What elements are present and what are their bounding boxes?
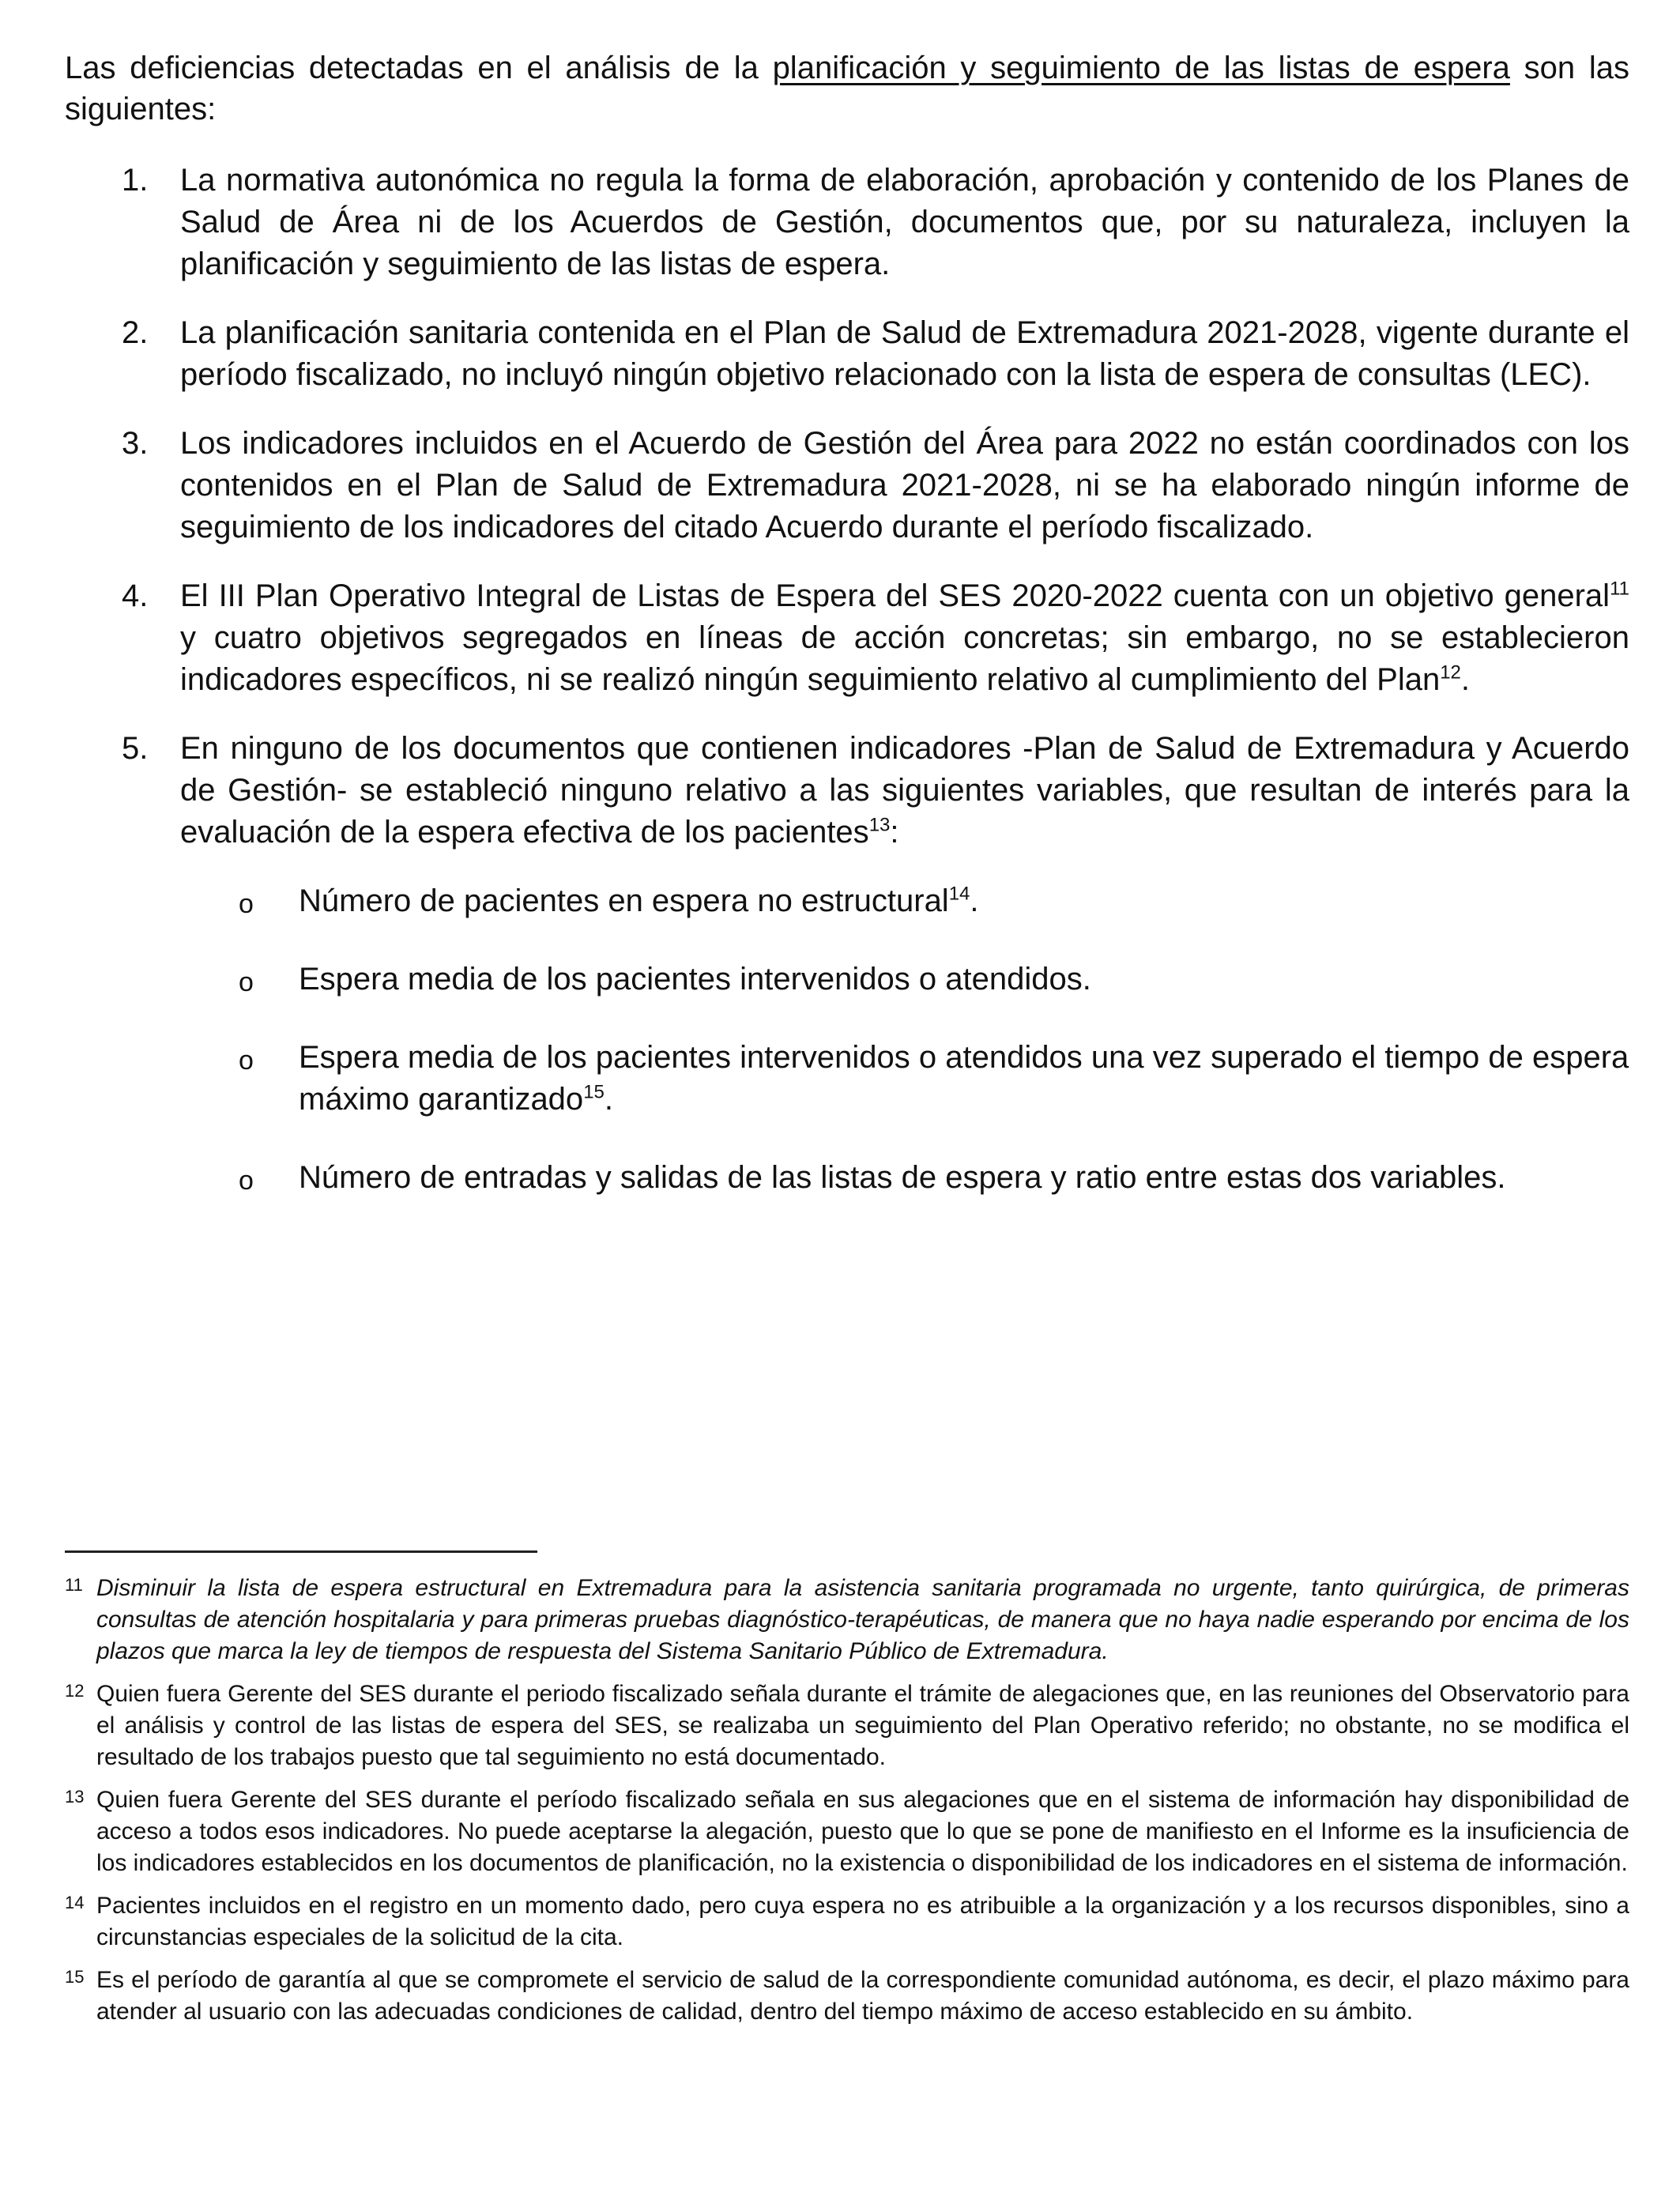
intro-text: Las deficiencias detectadas en el análisis de la bbox=[65, 51, 773, 85]
footnote-ref[interactable]: 13 bbox=[868, 814, 891, 836]
footnote-mark: 13 bbox=[65, 1787, 85, 1807]
item-number: 2. bbox=[122, 315, 149, 350]
footnote-text: Quien fuera Gerente del SES durante el periodo fiscalizado señala durante el trámite de alegaciones que, en las reuniones del Observatorio para el análisis y control de las listas de espera del SES, se realizaba un seguimiento del Plan Operativo referido; no obstante, no se modifica el resultado de los trabajos puesto que tal seguimiento no está documentado. bbox=[96, 1681, 1629, 1770]
intro-paragraph bbox=[65, 47, 1629, 130]
item-text-part: . bbox=[1460, 662, 1471, 697]
item-text-part: : bbox=[890, 815, 899, 850]
footnote-mark: 14 bbox=[65, 1893, 85, 1912]
item-text: La normativa autonómica no regula la forma de elaboración, aprobación y contenido de los Planes de Salud de Área ni de los Acuerdos de Gestión, documentos que, por su naturaleza, incluyen la planificación y seguimiento de las listas de espera. bbox=[180, 163, 1629, 281]
item-text: La planificación sanitaria contenida en el Plan de Salud de Extremadura 2021-2028, vigente durante el período fiscalizado, no incluyó ningún objetivo relacionado con la lista de espera de consultas (LEC). bbox=[180, 315, 1629, 392]
footnote-mark: 15 bbox=[65, 1967, 85, 1987]
document-page bbox=[65, 47, 1629, 1235]
footnote-11 bbox=[65, 1573, 1629, 1667]
sublist-text: Número de pacientes en espera no estructural bbox=[299, 884, 949, 918]
item-number: 3. bbox=[122, 426, 149, 461]
footnote-mark: 12 bbox=[65, 1681, 85, 1701]
item-number: 5. bbox=[122, 731, 149, 766]
footnotes bbox=[65, 1573, 1629, 2039]
variables-sublist bbox=[65, 880, 1629, 1199]
circle-bullet-icon: o bbox=[239, 967, 254, 997]
sublist-item bbox=[65, 880, 1629, 922]
sublist-text: Número de entradas y salidas de las listas de espera y ratio entre estas dos variables. bbox=[299, 1160, 1506, 1195]
footnote-text: Es el período de garantía al que se compromete el servicio de salud de la correspondiente comunidad autónoma, es decir, el plazo máximo para atender al usuario con las adecuadas condiciones de calidad, dentro del tiempo máximo de acceso establecido en su ámbito. bbox=[96, 1967, 1629, 2025]
footnote-text: Pacientes incluidos en el registro en un momento dado, pero cuya espera no es atribuible a la organización y a los recursos disponibles, sino a circunstancias especiales de la solicitud de la cita. bbox=[96, 1893, 1629, 1950]
footnote-12 bbox=[65, 1678, 1629, 1773]
footnote-mark: 11 bbox=[65, 1575, 83, 1595]
circle-bullet-icon: o bbox=[239, 1046, 254, 1076]
item-text bbox=[180, 575, 1629, 701]
list-item bbox=[65, 423, 1629, 548]
item-number: 1. bbox=[122, 163, 149, 198]
intro-underlined-text: planificación y seguimiento de las listas de espera bbox=[772, 51, 1510, 85]
footnote-ref[interactable]: 11 bbox=[1610, 578, 1629, 600]
item-text-part: El III Plan Operativo Integral de Listas de Espera del SES 2020-2022 cuenta con un objetivo general bbox=[180, 578, 1610, 613]
intro-text-end: son las siguientes: bbox=[65, 51, 1629, 126]
list-item bbox=[65, 728, 1629, 853]
footnote-separator bbox=[65, 1550, 537, 1553]
deficiencies-list bbox=[65, 160, 1629, 853]
list-item bbox=[65, 312, 1629, 396]
footnote-text: Disminuir la lista de espera estructural en Extremadura para la asistencia sanitaria programada no urgente, tanto quirúrgica, de primeras consultas de atención hospitalaria y para primeras pruebas diagnóstico-terapéuticas, de manera que no haya nadie esperando por encima de los plazos que marca la ley de tiempos de respuesta del Sistema Sanitario Público de Extremadura. bbox=[96, 1575, 1629, 1664]
footnote-ref[interactable]: 12 bbox=[1440, 661, 1461, 684]
footnote-ref[interactable]: 14 bbox=[948, 883, 970, 905]
item-text bbox=[180, 728, 1629, 853]
list-item bbox=[65, 160, 1629, 285]
item-text-part: y cuatro objetivos segregados en líneas de acción concretas; sin embargo, no se establecieron indicadores específicos, ni se realizó ningún seguimiento relativo al cumplimiento del Plan bbox=[180, 620, 1629, 697]
sublist-text-end: . bbox=[970, 884, 979, 918]
item-text: Los indicadores incluidos en el Acuerdo de Gestión del Área para 2022 no están coordinados con los contenidos en el Plan de Salud de Extremadura 2021-2028, ni se ha elaborado ningún informe de seguimiento de los indicadores del citado Acuerdo durante el período fiscalizado. bbox=[180, 426, 1629, 544]
sublist-text: Espera media de los pacientes intervenidos o atendidos. bbox=[299, 962, 1091, 997]
list-item bbox=[65, 575, 1629, 701]
circle-bullet-icon: o bbox=[239, 889, 254, 919]
circle-bullet-icon: o bbox=[239, 1166, 254, 1196]
footnote-15 bbox=[65, 1965, 1629, 2028]
footnote-14 bbox=[65, 1890, 1629, 1954]
sublist-text: Espera media de los pacientes intervenidos o atendidos una vez superado el tiempo de espera máximo garantizado bbox=[299, 1040, 1629, 1117]
sublist-item bbox=[65, 959, 1629, 1000]
footnote-13 bbox=[65, 1784, 1629, 1879]
item-number: 4. bbox=[122, 578, 149, 613]
item-text-part: En ninguno de los documentos que contienen indicadores -Plan de Salud de Extremadura y Acuerdo de Gestión- se estableció ninguno relativo a las siguientes variables, que resultan de interés para la evaluación de la espera efectiva de los pacientes bbox=[180, 731, 1629, 850]
footnote-ref[interactable]: 15 bbox=[583, 1081, 605, 1103]
footnote-text: Quien fuera Gerente del SES durante el período fiscalizado señala en sus alegaciones que en el sistema de información hay disponibilidad de acceso a todos esos indicadores. No puede aceptarse la alegación, puesto que lo que se pone de manifiesto en el Informe es la insuficiencia de los indicadores establecidos en los documentos de planificación, no la existencia o disponibilidad de los indicadores en el sistema de información. bbox=[96, 1787, 1629, 1876]
sublist-text-end: . bbox=[604, 1082, 614, 1117]
sublist-item bbox=[65, 1157, 1629, 1199]
sublist-item bbox=[65, 1037, 1629, 1121]
